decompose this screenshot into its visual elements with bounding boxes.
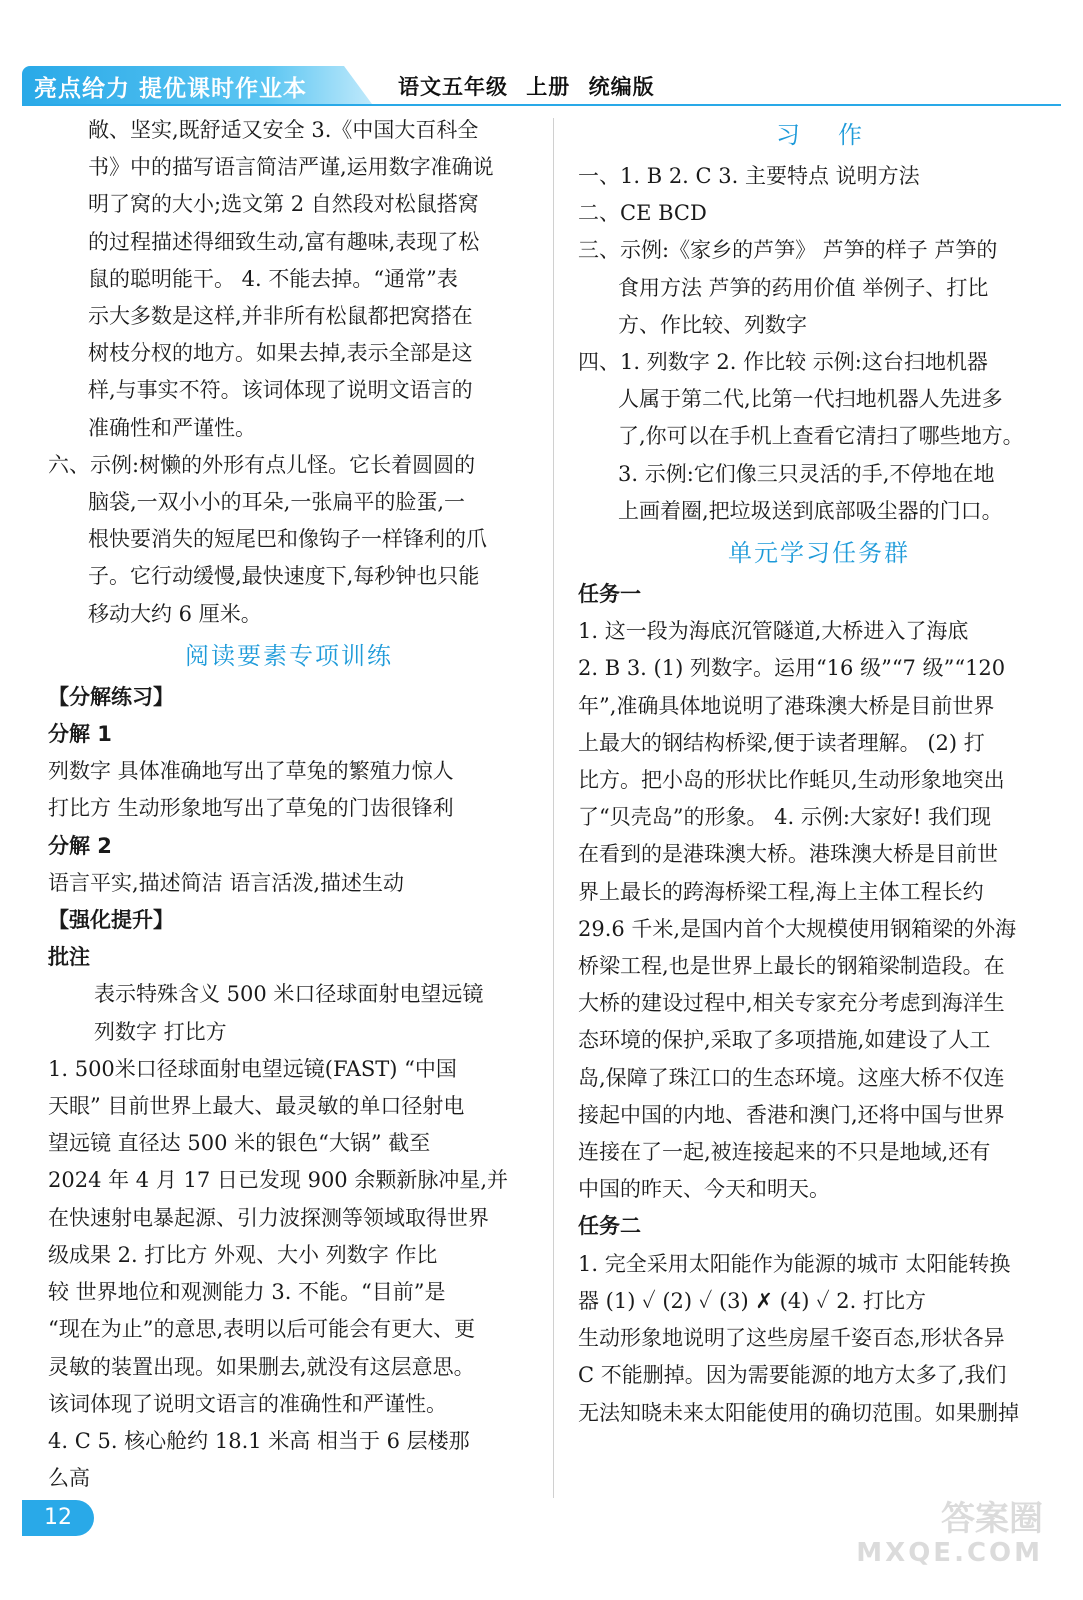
answer-line: 明了窝的大小;选文第 2 自然段对松鼠搭窝 [88, 192, 479, 217]
task-two-line: 生动形象地说明了这些房屋千姿百态,形状各异 [578, 1326, 1005, 1351]
task-one-line: 界上最长的跨海桥梁工程,海上主体工程长约 [578, 879, 984, 904]
series-title: 亮点给力 提优课时作业本 [34, 76, 308, 102]
column-divider [553, 118, 554, 1498]
answer-line: 该词体现了说明文语言的准确性和严谨性。 [48, 1391, 447, 1416]
task-one-line: 连接在了一起,被连接起来的不只是地域,还有 [578, 1140, 991, 1165]
writing-answer-line: 二、CE BCD [578, 201, 707, 226]
writing-answer-line: 了,你可以在手机上查看它清扫了哪些地方。 [618, 424, 1024, 449]
writing-answer-line: 人属于第二代,比第一代扫地机器人先进多 [618, 387, 1003, 412]
answer-line: 级成果 2. 打比方 外观、大小 列数字 作比 [48, 1242, 438, 1267]
answer-line: 天眼” 目前世界上最大、最灵敏的单口径射电 [48, 1094, 465, 1119]
answer-line: 样,与事实不符。该词体现了说明文语言的 [88, 378, 473, 403]
answer-line: 书》中的描写语言简洁严谨,运用数字准确说 [88, 155, 494, 180]
task-one-line: 态环境的保护,采取了多项措施,如建设了人工 [578, 1028, 991, 1053]
annotation-line: 表示特殊含义 500 米口径球面射电望远镜 [94, 982, 484, 1007]
exercise-line: 分解 1 [48, 722, 112, 747]
exercise-line: 列数字 具体准确地写出了草兔的繁殖力惊人 [48, 759, 454, 784]
section-title-reading: 阅读要素专项训练 [185, 641, 393, 670]
writing-answer-line: 上画着圈,把垃圾送到底部吸尘器的门口。 [618, 498, 1003, 523]
answer-line: 较 世界地位和观测能力 3. 不能。“目前”是 [48, 1280, 446, 1305]
exercise-line: 语言平实,描述简洁 语言活泼,描述生动 [48, 870, 405, 895]
task-one-line: 中国的昨天、今天和明天。 [578, 1177, 830, 1202]
answer-line: 敞、坚实,既舒适又安全 3.《中国大百科全 [88, 118, 479, 142]
task-one-line: 上最大的钢结构桥梁,便于读者理解。 (2) 打 [578, 730, 985, 755]
answer-line: 脑袋,一双小小的耳朵,一张扁平的脸蛋,一 [88, 490, 466, 515]
answer-line: 示大多数是这样,并非所有松鼠都把窝搭在 [88, 304, 473, 329]
exercise-line: 【分解练习】 [48, 684, 174, 709]
task-one-line: 在看到的是港珠澳大桥。港珠澳大桥是目前世 [578, 842, 998, 867]
page-header [0, 0, 1083, 110]
task-one-line: 了“贝壳岛”的形象。 4. 示例:大家好! 我们现 [578, 805, 992, 830]
task-two-heading: 任务二 [578, 1214, 641, 1239]
left-column [48, 112, 530, 1497]
answer-line: 子。它行动缓慢,最快速度下,每秒钟也只能 [88, 564, 480, 589]
answer-line: 么高 [48, 1466, 90, 1491]
right-column [578, 112, 1060, 1432]
header-rule [22, 104, 1061, 106]
task-one-line: 29.6 千米,是国内首个大规模使用钢箱梁的外海 [578, 916, 1017, 941]
answer-line: 准确性和严谨性。 [88, 415, 256, 440]
writing-answer-line: 3. 示例:它们像三只灵活的手,不停地在地 [618, 461, 995, 486]
task-two-line: C 不能删掉。因为需要能源的地方太多了,我们 [578, 1363, 1007, 1388]
task-one-line: 2. B 3. (1) 列数字。运用“16 级”“7 级”“120 [578, 656, 1006, 681]
answer-line: 移动大约 6 厘米。 [88, 601, 262, 626]
answer-line: 2024 年 4 月 17 日已发现 900 余颗新脉冲星,并 [48, 1168, 509, 1193]
task-two-line: 1. 完全采用太阳能作为能源的城市 太阳能转换 [578, 1251, 1011, 1276]
exercise-line: 分解 2 [48, 833, 112, 858]
page-number: 12 [22, 1500, 94, 1536]
answer-line: 的过程描述得细致生动,富有趣味,表现了松 [88, 229, 480, 254]
task-two-line: 器 (1) ✓ (2) ✓ (3) ✗ (4) ✓ 2. 打比方 [578, 1288, 927, 1313]
task-one-line: 比方。把小岛的形状比作蚝贝,生动形象地突出 [578, 768, 1005, 793]
answer-line: 望远镜 直径达 500 米的银色“大锅” 截至 [48, 1131, 431, 1156]
writing-answer-line: 方、作比较、列数字 [618, 312, 807, 337]
exercise-line: 【强化提升】 [48, 908, 174, 933]
task-one-line: 年”,准确具体地说明了港珠澳大桥是目前世界 [578, 693, 995, 718]
writing-answer-line: 一、1. B 2. C 3. 主要特点 说明方法 [578, 164, 920, 188]
answer-line: 鼠的聪明能干。 4. 不能去掉。“通常”表 [88, 266, 458, 291]
annotation-line: 列数字 打比方 [94, 1019, 227, 1044]
writing-answer-line: 四、1. 列数字 2. 作比较 示例:这台扫地机器 [578, 350, 988, 375]
exercise-line: 批注 [48, 945, 90, 970]
task-one-line: 岛,保障了珠江口的生态环境。这座大桥不仅连 [578, 1065, 1005, 1090]
answer-line: 树枝分杈的地方。如果去掉,表示全部是这 [88, 341, 473, 366]
answer-line: 4. C 5. 核心舱约 18.1 米高 相当于 6 层楼那 [48, 1428, 470, 1453]
task-one-line: 接起中国的内地、香港和澳门,还将中国与世界 [578, 1102, 1005, 1127]
task-one-heading: 任务一 [578, 582, 641, 607]
task-two-line: 无法知晓未来太阳能使用的确切范围。如果删掉 [578, 1400, 1019, 1425]
watermark-line1: 答案圈 [941, 1499, 1043, 1539]
answer-line: 灵敏的装置出现。如果删去,就没有这层意思。 [48, 1354, 475, 1379]
answer-line: 六、示例:树懒的外形有点儿怪。它长着圆圆的 [48, 452, 476, 477]
section-title-tasks: 单元学习任务群 [728, 539, 910, 568]
book-info: 语文五年级 上册 统编版 [398, 75, 655, 99]
task-one-line: 1. 这一段为海底沉管隧道,大桥进入了海底 [578, 619, 969, 644]
exercise-line: 打比方 生动形象地写出了草兔的门齿很锋利 [48, 796, 454, 821]
section-title-writing: 习作 [776, 121, 900, 149]
answer-line: 1. 500米口径球面射电望远镜(FAST) “中国 [48, 1056, 457, 1081]
watermark-logo [856, 1500, 1043, 1568]
writing-answer-line: 食用方法 芦笋的药用价值 举例子、打比 [618, 275, 989, 300]
answer-line: 根快要消失的短尾巴和像钩子一样锋利的爪 [88, 527, 487, 552]
watermark-line2: MXQE.COM [856, 1538, 1043, 1568]
writing-answer-line: 三、示例:《家乡的芦笋》 芦笋的样子 芦笋的 [578, 238, 998, 263]
answer-line: 在快速射电暴起源、引力波探测等领域取得世界 [48, 1205, 489, 1230]
task-one-line: 桥梁工程,也是世界上最长的钢箱梁制造段。在 [578, 954, 1005, 979]
answer-line: “现在为止”的意思,表明以后可能会有更大、更 [48, 1317, 476, 1342]
task-one-line: 大桥的建设过程中,相关专家充分考虑到海洋生 [578, 991, 1005, 1016]
